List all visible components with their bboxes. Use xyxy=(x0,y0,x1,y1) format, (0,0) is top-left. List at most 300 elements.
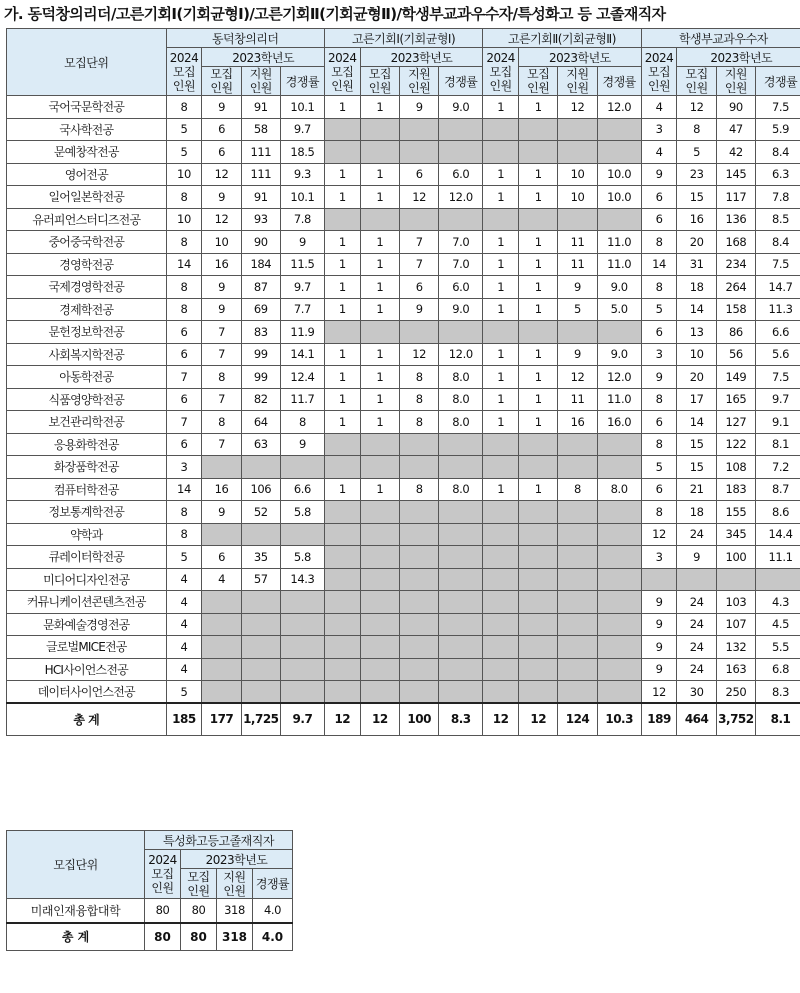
cell-value: 10.1 xyxy=(280,186,324,209)
cell-value: 9 xyxy=(202,96,241,119)
cell-value: 4 xyxy=(166,658,202,681)
cell-value: 1 xyxy=(324,96,360,119)
header-recruit xyxy=(519,67,558,96)
cell-value: 8.3 xyxy=(756,681,800,704)
cell-value: 1 xyxy=(324,343,360,366)
empty-cell xyxy=(202,523,241,546)
header-2023: 2023학년도 xyxy=(677,48,800,67)
unit-name: 국제경영학전공 xyxy=(7,276,167,299)
empty-cell xyxy=(597,456,641,479)
empty-cell xyxy=(360,321,399,344)
empty-cell xyxy=(400,501,439,524)
header-line: 모집 xyxy=(187,869,210,884)
empty-cell xyxy=(324,591,360,614)
table-row xyxy=(7,231,800,254)
cell-value: 15 xyxy=(677,186,716,209)
header-row-groups xyxy=(7,831,293,850)
cell-value: 108 xyxy=(716,456,755,479)
cell-value: 8 xyxy=(280,411,324,434)
cell-value: 1 xyxy=(483,388,519,411)
header-line: 2024 xyxy=(644,50,674,65)
header-recruit xyxy=(181,869,217,899)
header-2024 xyxy=(324,48,360,96)
cell-value: 7 xyxy=(166,411,202,434)
empty-cell xyxy=(641,568,677,591)
cell-value: 9.7 xyxy=(280,118,324,141)
cell-value: 12.0 xyxy=(597,96,641,119)
cell-value: 345 xyxy=(716,523,755,546)
cell-value: 9 xyxy=(280,433,324,456)
cell-value: 47 xyxy=(716,118,755,141)
cell-value: 8 xyxy=(641,276,677,299)
cell-value: 8 xyxy=(166,501,202,524)
cell-value: 11 xyxy=(558,231,597,254)
cell-value: 1 xyxy=(324,478,360,501)
cell-value: 1 xyxy=(519,253,558,276)
cell-value: 8.5 xyxy=(756,208,800,231)
cell-value: 9 xyxy=(677,546,716,569)
cell-value: 6 xyxy=(202,141,241,164)
cell-value: 9 xyxy=(641,636,677,659)
empty-cell xyxy=(519,456,558,479)
empty-cell xyxy=(360,118,399,141)
header-line: 인원 xyxy=(187,883,210,898)
cell-value: 7.5 xyxy=(756,366,800,389)
header-apply xyxy=(241,67,280,96)
header-line: 모집 xyxy=(210,67,233,81)
cell-value: 1 xyxy=(483,343,519,366)
table-row xyxy=(7,141,800,164)
cell-value: 8 xyxy=(166,523,202,546)
cell-value: 9.3 xyxy=(280,163,324,186)
cell-value: 7.7 xyxy=(280,298,324,321)
empty-cell xyxy=(597,658,641,681)
cell-value: 4 xyxy=(641,96,677,119)
cell-value: 117 xyxy=(716,186,755,209)
cell-value: 7 xyxy=(202,433,241,456)
cell-value: 21 xyxy=(677,478,716,501)
empty-cell xyxy=(597,118,641,141)
cell-value: 15 xyxy=(677,456,716,479)
cell-value: 1 xyxy=(483,298,519,321)
cell-value: 16 xyxy=(558,411,597,434)
cell-value: 6 xyxy=(202,546,241,569)
cell-value: 1 xyxy=(360,163,399,186)
empty-cell xyxy=(280,523,324,546)
cell-value: 8 xyxy=(202,411,241,434)
empty-cell xyxy=(202,613,241,636)
cell-value: 8 xyxy=(400,388,439,411)
cell-value: 5 xyxy=(166,118,202,141)
cell-value: 1 xyxy=(519,96,558,119)
cell-value: 7.8 xyxy=(756,186,800,209)
cell-value: 7.0 xyxy=(439,231,483,254)
total-value: 3,752 xyxy=(716,703,755,735)
admission-table xyxy=(6,28,800,736)
unit-name: 문화예술경영전공 xyxy=(7,613,167,636)
header-stack xyxy=(202,67,240,95)
cell-value: 8 xyxy=(400,411,439,434)
empty-cell xyxy=(280,681,324,704)
empty-cell xyxy=(400,546,439,569)
empty-cell xyxy=(360,456,399,479)
total-label: 총 계 xyxy=(7,703,167,735)
cell-value: 158 xyxy=(716,298,755,321)
cell-value: 5 xyxy=(166,546,202,569)
cell-value: 11.0 xyxy=(597,231,641,254)
cell-value: 52 xyxy=(241,501,280,524)
unit-name: 국어국문학전공 xyxy=(7,96,167,119)
empty-cell xyxy=(241,613,280,636)
cell-value: 83 xyxy=(241,321,280,344)
cell-value: 149 xyxy=(716,366,755,389)
empty-cell xyxy=(324,681,360,704)
empty-cell xyxy=(558,456,597,479)
cell-value: 5 xyxy=(166,681,202,704)
total-value: 12 xyxy=(360,703,399,735)
cell-value: 12 xyxy=(641,523,677,546)
total-value: 8.1 xyxy=(756,703,800,735)
header-stack xyxy=(361,67,399,95)
table-row xyxy=(7,96,800,119)
table-header xyxy=(7,29,800,96)
total-value: 1,725 xyxy=(241,703,280,735)
cell-value: 9.0 xyxy=(439,96,483,119)
cell-value: 5.6 xyxy=(756,343,800,366)
header-stack xyxy=(483,51,518,93)
cell-value: 9 xyxy=(641,163,677,186)
cell-value: 6 xyxy=(166,343,202,366)
cell-value: 8.4 xyxy=(756,231,800,254)
empty-cell xyxy=(280,591,324,614)
total-value: 464 xyxy=(677,703,716,735)
header-stack xyxy=(400,67,438,95)
unit-name: 데이터사이언스전공 xyxy=(7,681,167,704)
empty-cell xyxy=(483,613,519,636)
cell-value: 10 xyxy=(558,186,597,209)
cell-value: 24 xyxy=(677,613,716,636)
empty-cell xyxy=(519,208,558,231)
empty-cell xyxy=(597,613,641,636)
empty-cell xyxy=(483,501,519,524)
header-line: 인원 xyxy=(489,78,512,93)
cell-value: 1 xyxy=(483,231,519,254)
empty-cell xyxy=(241,591,280,614)
empty-cell xyxy=(241,636,280,659)
cell-value: 1 xyxy=(360,366,399,389)
cell-value: 6.6 xyxy=(756,321,800,344)
cell-value: 1 xyxy=(483,411,519,434)
empty-cell xyxy=(558,568,597,591)
empty-cell xyxy=(483,321,519,344)
unit-name: 커뮤니케이션콘텐츠전공 xyxy=(7,591,167,614)
empty-cell xyxy=(241,523,280,546)
cell-value: 3 xyxy=(166,456,202,479)
cell-value: 7 xyxy=(202,321,241,344)
cell-value: 63 xyxy=(241,433,280,456)
cell-value: 4.3 xyxy=(756,591,800,614)
empty-cell xyxy=(483,681,519,704)
empty-cell xyxy=(360,613,399,636)
cell-value: 5 xyxy=(166,141,202,164)
unit-name: 경영학전공 xyxy=(7,253,167,276)
header-stack xyxy=(181,870,216,898)
cell-value: 12 xyxy=(641,681,677,704)
header-line: 모집 xyxy=(647,64,671,79)
empty-cell xyxy=(202,636,241,659)
empty-cell xyxy=(597,433,641,456)
empty-cell xyxy=(597,523,641,546)
empty-cell xyxy=(400,118,439,141)
empty-cell xyxy=(439,591,483,614)
cell-value: 6 xyxy=(641,186,677,209)
cell-value: 8.7 xyxy=(756,478,800,501)
empty-cell xyxy=(439,523,483,546)
cell-value: 10 xyxy=(677,343,716,366)
empty-cell xyxy=(519,636,558,659)
cell-value: 8 xyxy=(166,276,202,299)
cell-value: 1 xyxy=(324,411,360,434)
cell-value: 31 xyxy=(677,253,716,276)
empty-cell xyxy=(558,523,597,546)
cell-value: 82 xyxy=(241,388,280,411)
total-label: 총 계 xyxy=(7,923,145,951)
cell-value: 3 xyxy=(641,343,677,366)
header-line: 인원 xyxy=(249,81,272,95)
cell-value: 1 xyxy=(324,298,360,321)
header-line: 모집 xyxy=(685,67,708,81)
page-title: 가. 동덕창의리더/고른기회Ⅰ(기회균형Ⅰ)/고른기회Ⅱ(기회균형Ⅱ)/학생부교과우수자/특성화고 등 고졸재직자 xyxy=(4,5,666,23)
unit-name: 정보통계학전공 xyxy=(7,501,167,524)
cell-value: 6.8 xyxy=(756,658,800,681)
empty-cell xyxy=(439,118,483,141)
empty-cell xyxy=(716,568,755,591)
empty-cell xyxy=(519,613,558,636)
header-group: 특성화고등고졸재직자 xyxy=(145,831,293,850)
empty-cell xyxy=(400,523,439,546)
empty-cell xyxy=(360,523,399,546)
cell-value: 1 xyxy=(519,366,558,389)
cell-value: 6.3 xyxy=(756,163,800,186)
cell-value: 20 xyxy=(677,231,716,254)
table-row xyxy=(7,366,800,389)
unit-name: 화장품학전공 xyxy=(7,456,167,479)
table-row xyxy=(7,388,800,411)
cell-value: 9 xyxy=(558,343,597,366)
cell-value: 12 xyxy=(202,163,241,186)
unit-name: 사회복지학전공 xyxy=(7,343,167,366)
cell-value: 1 xyxy=(483,163,519,186)
cell-value: 4 xyxy=(166,568,202,591)
cell-value: 3 xyxy=(641,118,677,141)
empty-cell xyxy=(558,613,597,636)
empty-cell xyxy=(439,658,483,681)
header-line: 인원 xyxy=(172,78,196,93)
cell-value: 6.0 xyxy=(439,163,483,186)
header-stack xyxy=(519,67,557,95)
cell-value: 4 xyxy=(202,568,241,591)
cell-value: 14.1 xyxy=(280,343,324,366)
total-row xyxy=(7,923,293,951)
unit-name: 아동학전공 xyxy=(7,366,167,389)
table-row xyxy=(7,546,800,569)
unit-name: 큐레이터학전공 xyxy=(7,546,167,569)
empty-cell xyxy=(558,546,597,569)
empty-cell xyxy=(483,636,519,659)
cell-value: 12.0 xyxy=(439,186,483,209)
unit-name: 보건관리학전공 xyxy=(7,411,167,434)
empty-cell xyxy=(483,591,519,614)
cell-value: 5 xyxy=(641,456,677,479)
cell-value: 9 xyxy=(641,658,677,681)
unit-name: HCI사이언스전공 xyxy=(7,658,167,681)
empty-cell xyxy=(400,568,439,591)
empty-cell xyxy=(360,658,399,681)
cell-value: 9 xyxy=(558,276,597,299)
empty-cell xyxy=(558,636,597,659)
cell-value: 42 xyxy=(716,141,755,164)
empty-cell xyxy=(202,658,241,681)
cell-value: 4.5 xyxy=(756,613,800,636)
empty-cell xyxy=(439,636,483,659)
empty-cell xyxy=(324,568,360,591)
cell-value: 91 xyxy=(241,96,280,119)
empty-cell xyxy=(597,636,641,659)
header-2024 xyxy=(641,48,677,96)
cell-value: 234 xyxy=(716,253,755,276)
total-value: 318 xyxy=(217,923,253,951)
cell-value: 8 xyxy=(400,478,439,501)
unit-name: 응용화학전공 xyxy=(7,433,167,456)
empty-cell xyxy=(483,523,519,546)
cell-value: 8 xyxy=(166,231,202,254)
cell-value: 111 xyxy=(241,163,280,186)
cell-value: 9 xyxy=(641,613,677,636)
cell-value: 12 xyxy=(202,208,241,231)
cell-value: 12.0 xyxy=(439,343,483,366)
cell-value: 5.5 xyxy=(756,636,800,659)
table-row xyxy=(7,276,800,299)
table-row xyxy=(7,591,800,614)
cell-value: 87 xyxy=(241,276,280,299)
empty-cell xyxy=(519,433,558,456)
table-row xyxy=(7,613,800,636)
header-line: 인원 xyxy=(724,81,747,95)
cell-value: 14 xyxy=(677,298,716,321)
cell-value: 8.0 xyxy=(439,478,483,501)
empty-cell xyxy=(483,208,519,231)
cell-value: 8 xyxy=(558,478,597,501)
cell-value: 14 xyxy=(166,253,202,276)
total-value: 80 xyxy=(181,923,217,951)
empty-cell xyxy=(558,208,597,231)
empty-cell xyxy=(360,141,399,164)
table-row xyxy=(7,163,800,186)
cell-value: 1 xyxy=(360,186,399,209)
empty-cell xyxy=(519,591,558,614)
unit-name: 경제학전공 xyxy=(7,298,167,321)
vocational-body xyxy=(7,899,293,923)
cell-value: 12.0 xyxy=(597,366,641,389)
empty-cell xyxy=(324,546,360,569)
header-line: 모집 xyxy=(527,67,550,81)
header-line: 인원 xyxy=(223,883,246,898)
cell-value: 155 xyxy=(716,501,755,524)
header-line: 인원 xyxy=(151,881,174,895)
cell-value: 8.0 xyxy=(439,411,483,434)
header-line: 지원 xyxy=(249,67,272,81)
empty-cell xyxy=(324,613,360,636)
cell-value: 10.1 xyxy=(280,96,324,119)
cell-value: 1 xyxy=(360,276,399,299)
cell-value: 17 xyxy=(677,388,716,411)
header-line: 인원 xyxy=(331,78,354,93)
cell-value: 11.1 xyxy=(756,546,800,569)
cell-value: 16 xyxy=(677,208,716,231)
empty-cell xyxy=(439,613,483,636)
cell-value: 6 xyxy=(641,321,677,344)
empty-cell xyxy=(360,208,399,231)
empty-cell xyxy=(439,321,483,344)
header-recruit xyxy=(202,67,241,96)
cell-value: 1 xyxy=(519,298,558,321)
cell-value: 18.5 xyxy=(280,141,324,164)
cell-value: 10.0 xyxy=(597,186,641,209)
cell-value: 6 xyxy=(400,276,439,299)
cell-value: 1 xyxy=(360,231,399,254)
total-value: 12 xyxy=(519,703,558,735)
cell-value: 106 xyxy=(241,478,280,501)
empty-cell xyxy=(483,658,519,681)
cell-value: 9 xyxy=(280,231,324,254)
header-line: 모집 xyxy=(331,64,354,79)
empty-cell xyxy=(400,456,439,479)
header-apply xyxy=(217,869,253,899)
header-2023: 2023학년도 xyxy=(202,48,325,67)
cell-value: 163 xyxy=(716,658,755,681)
header-apply xyxy=(558,67,597,96)
total-value: 12 xyxy=(483,703,519,735)
cell-value: 91 xyxy=(241,186,280,209)
empty-cell xyxy=(202,456,241,479)
cell-value: 5 xyxy=(558,298,597,321)
header-stack xyxy=(325,51,360,93)
cell-value: 23 xyxy=(677,163,716,186)
header-group: 동덕창의리더 xyxy=(166,29,324,48)
cell-value: 1 xyxy=(324,163,360,186)
header-stack xyxy=(217,870,252,898)
cell-value: 183 xyxy=(716,478,755,501)
header-line: 지원 xyxy=(408,67,431,81)
cell-value: 8.0 xyxy=(439,366,483,389)
cell-value: 1 xyxy=(324,253,360,276)
cell-value: 8 xyxy=(166,96,202,119)
empty-cell xyxy=(324,118,360,141)
cell-value: 1 xyxy=(519,343,558,366)
cell-value: 14.3 xyxy=(280,568,324,591)
cell-value: 14 xyxy=(677,411,716,434)
empty-cell xyxy=(280,456,324,479)
header-recruit xyxy=(677,67,716,96)
cell-value: 58 xyxy=(241,118,280,141)
empty-cell xyxy=(400,141,439,164)
total-value: 10.3 xyxy=(597,703,641,735)
table-row xyxy=(7,343,800,366)
cell-value: 10 xyxy=(202,231,241,254)
cell-value: 6 xyxy=(166,388,202,411)
cell-value: 1 xyxy=(519,276,558,299)
cell-value: 1 xyxy=(483,96,519,119)
